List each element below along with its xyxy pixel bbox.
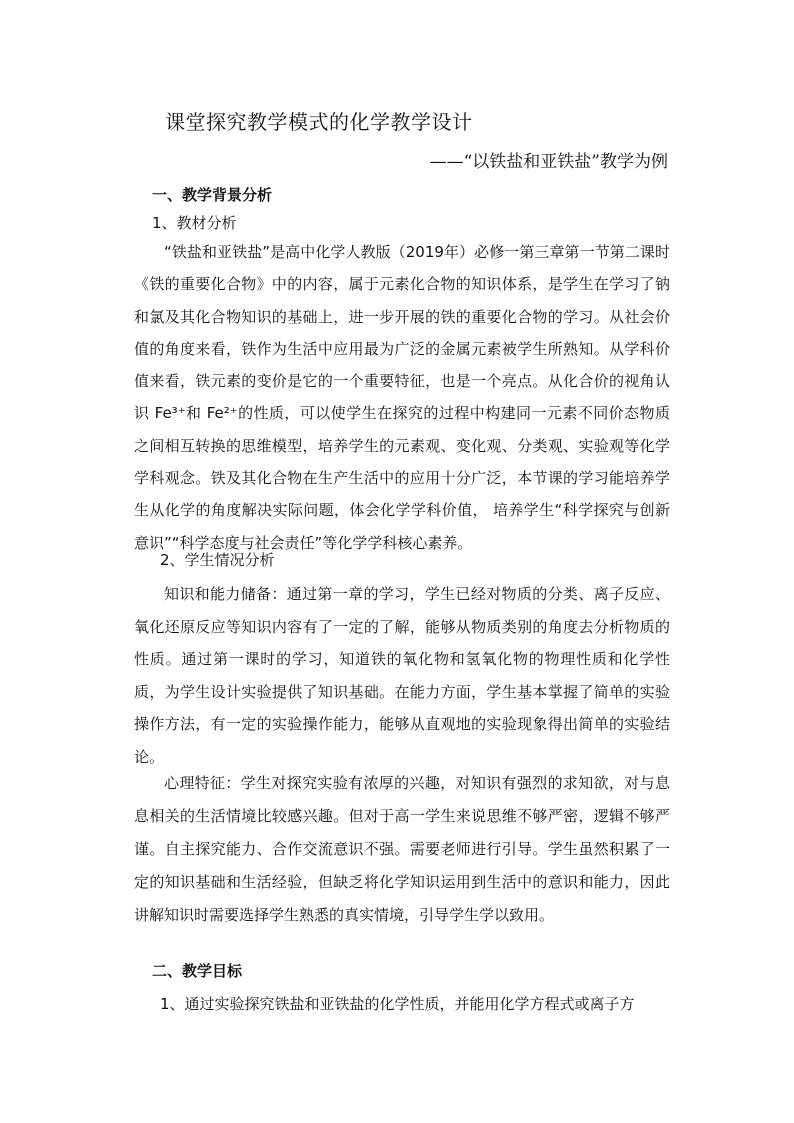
- subsection-heading-textbook: 1、教材分析: [152, 214, 237, 232]
- objective-item-1: 1、通过实验探究铁盐和亚铁盐的化学性质，并能用化学方程式或离子方: [160, 995, 635, 1013]
- paragraph-psychology: [134, 767, 670, 932]
- paragraph-text: 知识和能力储备：通过第一章的学习，学生已经对物质的分类、离子反应、氧化还原反应等知识内容有了一定的了解，能够从物质类别的角度去分析物质的性质。通过第一课时的学习，知道铁的氧化物和氢氧化物的物理性质和化学性质，为学生设计实验提供了知识基础。在能力方面，学生基本掌握了简单的实验操作方法，有一定的实验操作能力，能够从直观地的实验现象得出简单的实验结论。: [134, 585, 670, 766]
- paragraph-textbook-analysis: [134, 236, 670, 559]
- document-title: 课堂探究教学模式的化学教学设计: [165, 110, 473, 134]
- section-heading-objectives: 二、教学目标: [152, 962, 243, 980]
- subsection-heading-students: 2、学生情况分析: [160, 551, 275, 569]
- paragraph-text: “铁盐和亚铁盐”是高中化学人教版（2019年）必修一第三章第一节第二课时《铁的重要化合物》中的内容，属于元素化合物的知识体系，是学生在学习了钠和氯及其化合物知识的基础上，进一步开展的铁的重要化合物的学习。从社会价值的角度来看，铁作为生活中应用最为广泛的金属元素被学生所熟知。从学科价值来看，铁元素的变价是它的一个重要特征，也是一个亮点。从化合价的视角认识 Fe³⁺和 Fe²⁺的性质，可以使学生在探究的过程中构建同一元素不同价态物质之间相互转换的思维模型，培养学生的元素观、变化观、分类观、实验观等化学学科观念。铁及其化合物在生产生活中的应用十分广泛，本节课的学习能培养学生从化学的角度解决实际问题，体会化学学科价值， 培养学生“科学探究与创新意识”“科学态度与社会责任”等化学学科核心素养。: [134, 243, 670, 552]
- document-subtitle: ——“以铁盐和亚铁盐”教学为例: [429, 152, 668, 172]
- paragraph-text: 心理特征：学生对探究实验有浓厚的兴趣，对知识有强烈的求知欲，对与息息相关的生活情境比较感兴趣。但对于高一学生来说思维不够严密，逻辑不够严谨。自主探究能力、合作交流意识不强。需要老师进行引导。学生虽然积累了一定的知识基础和生活经验，但缺乏将化学知识运用到生活中的意识和能力，因此讲解知识时需要选择学生熟悉的真实情境，引导学生学以致用。: [134, 774, 670, 924]
- paragraph-knowledge-ability: [134, 578, 670, 774]
- section-heading-background: 一、教学背景分析: [152, 186, 273, 204]
